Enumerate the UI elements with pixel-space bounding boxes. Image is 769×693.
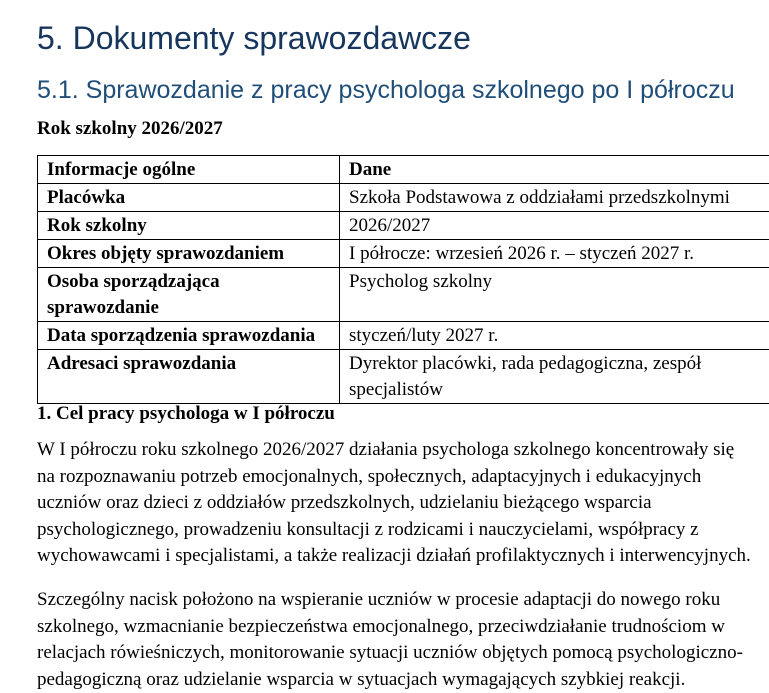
paragraph-line: szkolnego, wzmacnianie bezpieczeństwa emocjonalnego, przeciwdziałanie trudnościom w <box>37 614 743 641</box>
table-row <box>38 350 769 404</box>
row-value-rok-szkolny: 2026/2027 <box>340 212 769 240</box>
table-row <box>38 240 769 268</box>
table-row <box>38 322 769 350</box>
row-key-osoba <box>38 268 340 322</box>
section-1-title: 1. Cel pracy psychologa w I półroczu <box>37 402 335 426</box>
paragraph-line: uczniów oraz dzieci z oddziałów przedszkolnych, udzielaniu bieżącego wsparcia <box>37 490 751 517</box>
table-row <box>38 268 769 322</box>
row-value-osoba: Psycholog szkolny <box>340 268 769 322</box>
section-heading: 5.1. Sprawozdanie z pracy psychologa szkolnego po I półroczu <box>37 74 735 106</box>
table-row <box>38 184 769 212</box>
row-value-data: styczeń/luty 2027 r. <box>340 322 769 350</box>
row-value-okres: I półrocze: wrzesień 2026 r. – styczeń 2027 r. <box>340 240 769 268</box>
row-key-okres: Okres objęty sprawozdaniem <box>38 240 340 268</box>
row-key-osoba-line: sprawozdanie <box>47 295 330 321</box>
row-value-adresaci <box>340 350 769 404</box>
table-row <box>38 212 769 240</box>
row-key-placowka: Placówka <box>38 184 340 212</box>
paragraph-line: W I półroczu roku szkolnego 2026/2027 działania psychologa szkolnego koncentrowały się <box>37 437 751 464</box>
row-value-adresaci-line: specjalistów <box>349 377 769 403</box>
row-key-adresaci: Adresaci sprawozdania <box>38 350 340 404</box>
table-header-info: Informacje ogólne <box>38 156 340 184</box>
row-value-placowka: Szkoła Podstawowa z oddziałami przedszkolnymi <box>340 184 769 212</box>
table-header-row <box>38 156 769 184</box>
row-key-rok-szkolny: Rok szkolny <box>38 212 340 240</box>
paragraph-line: relacjach rówieśniczych, monitorowanie sytuacji uczniów objętych pomocą psychologiczno- <box>37 640 743 667</box>
paragraph-2 <box>37 587 743 693</box>
table-header-data: Dane <box>340 156 769 184</box>
general-info-table <box>37 155 769 404</box>
paragraph-line: wychowawcami i specjalistami, a także realizacji działań profilaktycznych i interwencyjnych. <box>37 543 751 570</box>
paragraph-1 <box>37 437 751 570</box>
school-year-label: Rok szkolny 2026/2027 <box>37 117 223 141</box>
chapter-heading: 5. Dokumenty sprawozdawcze <box>37 18 471 58</box>
row-value-adresaci-line: Dyrektor placówki, rada pedagogiczna, zespół <box>349 351 769 377</box>
paragraph-line: na rozpoznawaniu potrzeb emocjonalnych, społecznych, adaptacyjnych i edukacyjnych <box>37 464 751 491</box>
paragraph-line: psychologicznego, prowadzeniu konsultacji z rodzicami i nauczycielami, współpracy z <box>37 517 751 544</box>
paragraph-line: Szczególny nacisk położono na wspieranie uczniów w procesie adaptacji do nowego roku <box>37 587 743 614</box>
row-key-osoba-line: Osoba sporządzająca <box>47 269 330 295</box>
row-key-data: Data sporządzenia sprawozdania <box>38 322 340 350</box>
paragraph-line: pedagogiczną oraz udzielanie wsparcia w sytuacjach wymagających szybkiej reakcji. <box>37 667 743 693</box>
